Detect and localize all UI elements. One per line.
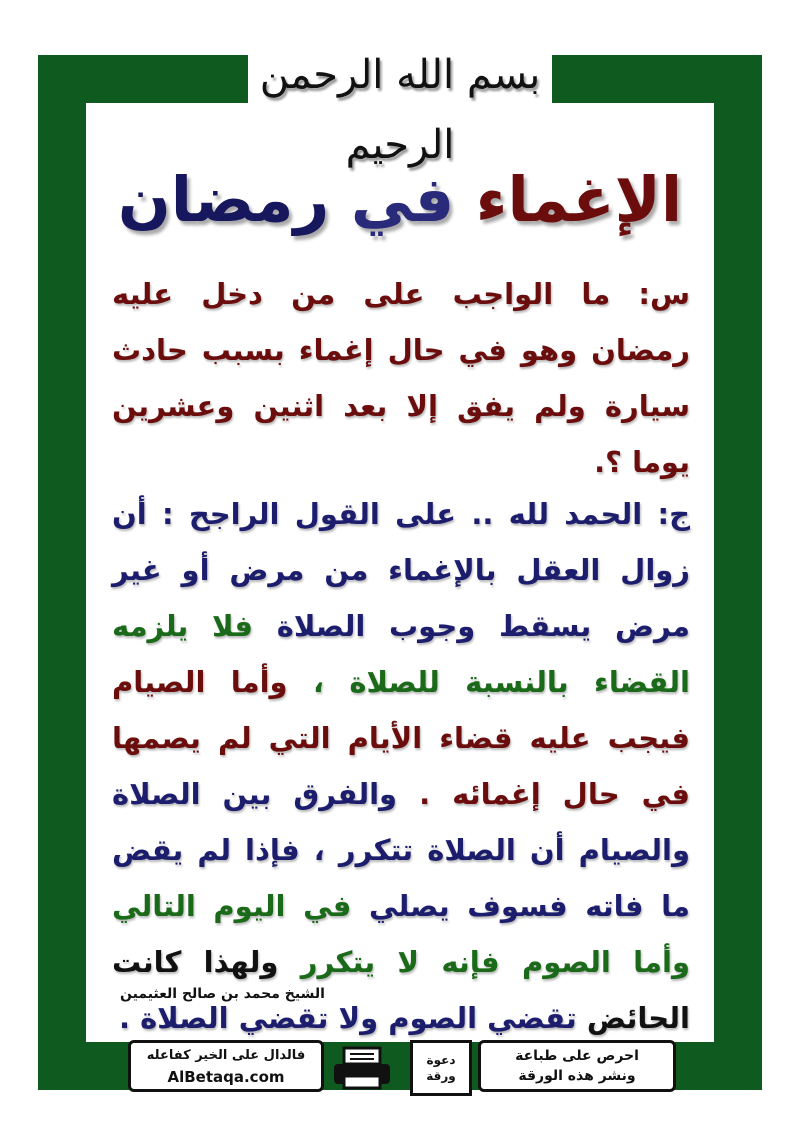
frame-right	[714, 55, 762, 1090]
answer-segment-3: وأما الصيام فيجب عليه قضاء الأيام التي لم يصمها في حال إغمائه .	[112, 665, 690, 811]
footer-print-line-2: ونشر هذه الورقة	[518, 1068, 636, 1084]
answer-segment-4: والفرق بين الصلاة والصيام أن الصلاة تتكرر ، فإذا لم يقض ما فاته فسوف يصلي	[112, 777, 690, 923]
printer-icon	[330, 1046, 394, 1090]
answer-segment-6: ولهذا كانت الحائض	[112, 945, 690, 1035]
title-word-3: رمضان	[117, 163, 330, 236]
frame-left	[38, 55, 86, 1090]
logo: دعوة ورقة	[410, 1040, 472, 1096]
author-signature: الشيخ محمد بن صالح العثيمين	[120, 986, 325, 1002]
footer-print-line-1: احرص على طباعة	[515, 1048, 639, 1064]
basmala-calligraphy: بسم الله الرحمن الرحيم	[259, 52, 541, 168]
answer-segment-5: في اليوم التالي وأما الصوم فإنه لا يتكرر	[112, 889, 690, 979]
footer-site-note	[128, 1040, 324, 1092]
question-text: س: ما الواجب على من دخل عليه رمضان وهو في حال إغماء بسبب حادث سيارة ولم يفق إلا بعد اثنين وعشرين يوما ؟.	[112, 277, 690, 479]
answer-text	[112, 486, 690, 1046]
title-word-1: الإغماء	[475, 163, 683, 236]
page-title	[86, 160, 714, 240]
footer-print-note	[478, 1040, 676, 1092]
answer-segment-2: فلا يلزمه القضاء بالنسبة للصلاة ،	[112, 609, 690, 699]
footer-site-url[interactable]: AlBetaqa.com	[167, 1068, 285, 1086]
answer-segment-7: تقضي الصوم ولا تقضي الصلاة .	[118, 1001, 577, 1035]
answer-segment-1: ج: الحمد لله .. على القول الراجح : أن زوال العقل بالإغماء من مرض أو غير مرض يسقط وجوب الصلاة	[112, 497, 690, 643]
title-word-2: في	[350, 163, 455, 236]
footer-site-line-1: فالدال على الخير كفاعله	[146, 1048, 306, 1063]
